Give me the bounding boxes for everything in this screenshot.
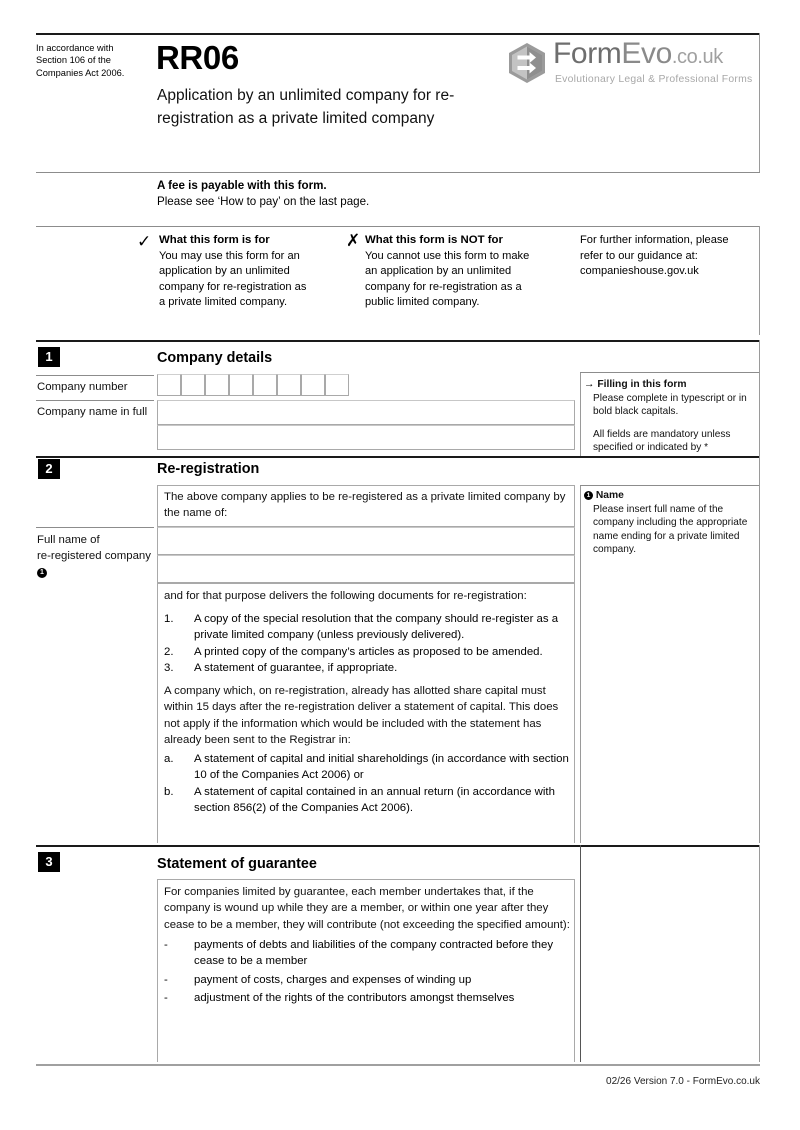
guidance2-marker: 1 xyxy=(584,491,593,500)
guarantee-list xyxy=(164,937,570,1007)
cross-icon: ✗ xyxy=(346,231,361,250)
company-name-label: Company name in full xyxy=(37,406,148,418)
guidance-filling-in-form xyxy=(584,378,754,455)
company-number-cell-4[interactable] xyxy=(229,374,253,396)
fullname-input-line1[interactable] xyxy=(157,527,575,555)
section1-top-rule xyxy=(36,340,760,342)
list-item-text: A statement of capital contained in an annual return (in accordance with section 856(2) of the Companies Act 2006). xyxy=(194,785,555,815)
guidance2-heading: Name xyxy=(595,490,624,501)
capital-list xyxy=(164,751,574,817)
purpose-for-heading: What this form is for xyxy=(159,234,270,246)
list-item-text: A statement of capital and initial shareholdings (in accordance with section 10 of the Companies Act 2006) or xyxy=(194,753,569,782)
company-number-cell-8[interactable] xyxy=(325,374,349,396)
company-number-cell-2[interactable] xyxy=(181,374,205,396)
fee-heading: A fee is payable with this form. xyxy=(157,179,327,192)
form-title: Application by an unlimited company for re-registration as a private limited company xyxy=(157,87,455,127)
purpose-notfor-body: You cannot use this form to make an application by an unlimited company for re-registration as a public limited company. xyxy=(365,249,530,309)
company-number-cell-3[interactable] xyxy=(205,374,229,396)
delivers-intro-text: and for that purpose delivers the following documents for re-registration: xyxy=(164,590,527,602)
formevo-logo xyxy=(505,37,767,92)
list-item xyxy=(164,644,570,660)
list-item-text: A statement of guarantee, if appropriate. xyxy=(194,662,398,675)
header-top-rule xyxy=(36,33,760,35)
list-item-marker: 1. xyxy=(164,613,174,625)
fullname-label-line1: Full name of xyxy=(37,534,100,546)
list-item-text: payment of costs, charges and expenses of winding up xyxy=(194,973,472,986)
fullname-note-marker: 1 xyxy=(37,568,47,578)
section-title-1: Company details xyxy=(157,350,273,366)
arrow-right-icon: → xyxy=(584,378,595,390)
purpose-further-body: For further information, please refer to our guidance at: companieshouse.gov.uk xyxy=(580,234,729,278)
form-code: RR06 xyxy=(156,39,239,76)
footer-text: 02/26 Version 7.0 - FormEvo.co.uk xyxy=(606,1076,760,1087)
documents-list xyxy=(164,611,570,677)
purpose-notfor-heading: What this form is NOT for xyxy=(365,234,503,246)
fullname-label-rule xyxy=(36,527,154,528)
company-number-cell-5[interactable] xyxy=(253,374,277,396)
list-item-marker: 3. xyxy=(164,662,174,675)
guidance2-top-rule xyxy=(580,485,760,486)
company-name-input-line1[interactable] xyxy=(157,400,575,425)
tick-icon: ✓ xyxy=(137,232,152,251)
logo-tagline: Evolutionary Legal & Professional Forms xyxy=(555,74,753,85)
list-item xyxy=(164,937,570,970)
company-number-cell-7[interactable] xyxy=(301,374,325,396)
list-item xyxy=(164,660,570,676)
section-number-1: 1 xyxy=(38,347,60,367)
purpose-notfor-block xyxy=(365,233,535,311)
section-title-2: Re-registration xyxy=(157,461,260,477)
guidance1-para2: All fields are mandatory unless specified or indicated by * xyxy=(593,428,731,454)
list-item-text: A copy of the special resolution that the company should re-register as a private limited company (unless previously delivered). xyxy=(194,613,559,642)
logo-wordmark xyxy=(553,37,723,74)
section2-right-border xyxy=(759,456,760,843)
logo-tld: .co.uk xyxy=(671,46,723,68)
fullname-label-line2: re-registered company xyxy=(37,549,151,562)
fee-detail: Please see ‘How to pay’ on the last page. xyxy=(157,195,370,208)
guidance1-para1: Please complete in typescript or in bold black capitals. xyxy=(593,392,747,418)
section3-top-rule xyxy=(36,845,760,847)
logo-evo: Evo xyxy=(621,37,672,70)
list-item-text: adjustment of the rights of the contributors amongst themselves xyxy=(194,992,515,1005)
list-item-marker: b. xyxy=(164,785,174,798)
company-name-input-line2[interactable] xyxy=(157,425,575,450)
purpose-further-block xyxy=(580,233,745,280)
guidance1-left-border xyxy=(580,372,581,456)
company-number-label-rule xyxy=(36,375,154,376)
list-item-text: A printed copy of the company’s articles as proposed to be amended. xyxy=(194,645,543,658)
guarantee-intro-text: For companies limited by guarantee, each member undertakes that, if the company is wound up while they are a member, or within one year after they cease to be a member, they will contribute (not exceeding the specified amount): xyxy=(164,886,570,931)
guidance1-top-rule xyxy=(580,372,760,373)
list-item xyxy=(164,751,574,784)
list-item-marker: a. xyxy=(164,753,174,765)
purpose-for-block xyxy=(159,233,309,311)
reregistration-intro-text: The above company applies to be re-registered as a private limited company by the name of: xyxy=(164,491,566,520)
section3-right-border xyxy=(759,845,760,1062)
section1-right-border xyxy=(759,340,760,456)
section-title-3: Statement of guarantee xyxy=(157,856,317,872)
list-item-marker: - xyxy=(164,939,168,951)
fullname-input-line2[interactable] xyxy=(157,555,575,583)
section2-top-rule xyxy=(36,456,760,458)
guidance1-heading: Filling in this form xyxy=(597,379,687,390)
list-item-marker: 2. xyxy=(164,645,174,658)
guidance2-para1: Please insert full name of the company including the appropriate name ending for a private limited company. xyxy=(593,503,748,556)
logo-form: Form xyxy=(553,37,622,70)
list-item-text: payments of debts and liabilities of the company contracted before they cease to be a member xyxy=(194,939,554,968)
purpose-top-rule xyxy=(36,226,760,227)
list-item xyxy=(164,972,570,988)
company-number-cell-6[interactable] xyxy=(277,374,301,396)
list-item xyxy=(164,990,570,1006)
header-right-border xyxy=(759,33,760,172)
fullname-label xyxy=(37,533,157,580)
company-number-cell-1[interactable] xyxy=(157,374,181,396)
list-item xyxy=(164,611,570,644)
section3-divider xyxy=(580,845,581,1062)
footer-rule xyxy=(36,1064,760,1066)
fee-top-rule xyxy=(36,172,760,173)
section-number-2: 2 xyxy=(38,459,60,479)
purpose-right-border xyxy=(759,226,760,335)
accordance-note: In accordance with Section 106 of the Companies Act 2006. xyxy=(36,43,125,78)
company-number-label: Company number xyxy=(37,381,128,393)
section-number-3: 3 xyxy=(38,852,60,872)
list-item-marker: - xyxy=(164,973,168,986)
list-item xyxy=(164,784,574,817)
purpose-for-body: You may use this form for an application by an unlimited company for re-registration as a private limited company. xyxy=(159,249,307,309)
guidance2-left-border xyxy=(580,485,581,843)
list-item-marker: - xyxy=(164,992,168,1005)
capital-paragraph: A company which, on re-registration, already has allotted share capital must within 15 days after the re-registration deliver a statement of capital. This does not apply if the information which would be included with the statement has already been sent to the Registrar in: xyxy=(164,685,559,747)
company-name-label-rule xyxy=(36,400,154,401)
formevo-hexagon-icon xyxy=(505,42,549,84)
guidance-name xyxy=(584,489,756,557)
